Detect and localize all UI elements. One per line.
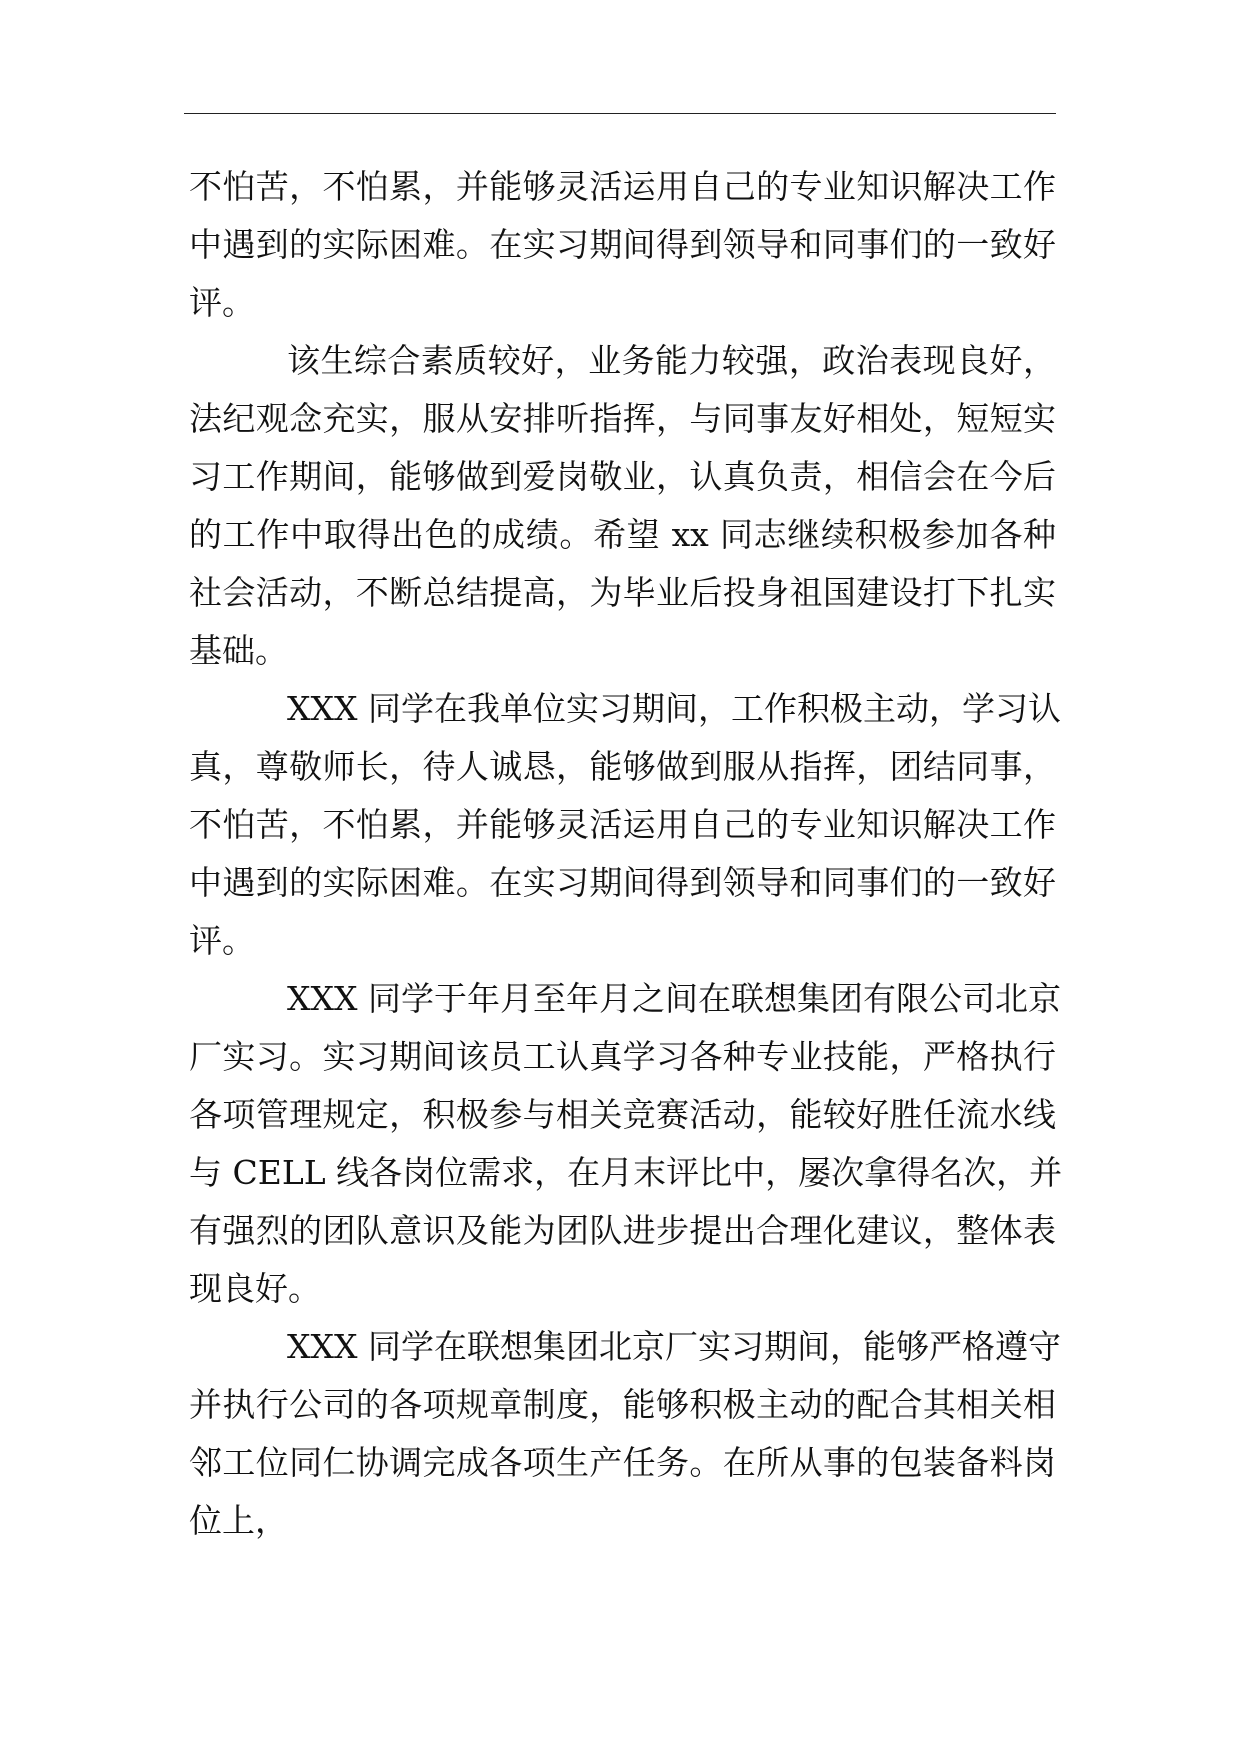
- paragraph-line: 法纪观念充实，服从安排听指挥，与同事友好相处，短短实: [189, 399, 1056, 438]
- paragraph-line: 现良好。: [189, 1269, 321, 1308]
- document-body: [189, 158, 1063, 1550]
- paragraph-line: 社会活动，不断总结提高，为毕业后投身祖国建设打下扎实: [189, 573, 1056, 612]
- paragraph: [189, 1318, 1061, 1550]
- paragraph-line: 有强烈的团队意识及能为团队进步提出合理化建议，整体表: [189, 1211, 1056, 1250]
- paragraph-line: 中遇到的实际困难。在实习期间得到领导和同事们的一致好: [189, 863, 1056, 902]
- paragraph-line: 评。: [189, 921, 255, 960]
- paragraph-line: 评。: [189, 283, 255, 322]
- paragraph-line: 并执行公司的各项规章制度，能够积极主动的配合其相关相: [189, 1385, 1056, 1424]
- paragraph-line: 邻工位同仁协调完成各项生产任务。在所从事的包装备料岗: [189, 1443, 1056, 1482]
- header-rule: [184, 113, 1056, 114]
- paragraph-line: 厂实习。实习期间该员工认真学习各种专业技能，严格执行: [189, 1037, 1056, 1076]
- paragraph: [189, 332, 1056, 680]
- paragraph-line: XXX 同学在联想集团北京厂实习期间，能够严格遵守: [287, 1327, 1061, 1366]
- paragraph-line: XXX 同学在我单位实习期间，工作积极主动，学习认: [287, 689, 1061, 728]
- paragraph: [189, 680, 1061, 970]
- paragraph-line: 各项管理规定，积极参与相关竞赛活动，能较好胜任流水线: [189, 1095, 1056, 1134]
- paragraph-line: XXX 同学于年月至年月之间在联想集团有限公司北京: [287, 979, 1061, 1018]
- paragraph-line: 位上，: [189, 1501, 288, 1540]
- paragraph: [189, 158, 1056, 332]
- paragraph-line: 该生综合素质较好，业务能力较强，政治表现良好，: [287, 341, 1056, 380]
- paragraph-line: 不怕苦，不怕累，并能够灵活运用自己的专业知识解决工作: [189, 805, 1056, 844]
- paragraph: [189, 970, 1063, 1318]
- paragraph-line: 的工作中取得出色的成绩。希望 xx 同志继续积极参加各种: [189, 515, 1056, 554]
- paragraph-line: 不怕苦，不怕累，并能够灵活运用自己的专业知识解决工作: [189, 167, 1056, 206]
- paragraph-line: 与 CELL 线各岗位需求，在月末评比中，屡次拿得名次，并: [189, 1153, 1063, 1192]
- paragraph-line: 真，尊敬师长，待人诚恳，能够做到服从指挥，团结同事，: [189, 747, 1056, 786]
- paragraph-line: 基础。: [189, 631, 288, 670]
- paragraph-line: 中遇到的实际困难。在实习期间得到领导和同事们的一致好: [189, 225, 1056, 264]
- paragraph-line: 习工作期间，能够做到爱岗敬业，认真负责，相信会在今后: [189, 457, 1056, 496]
